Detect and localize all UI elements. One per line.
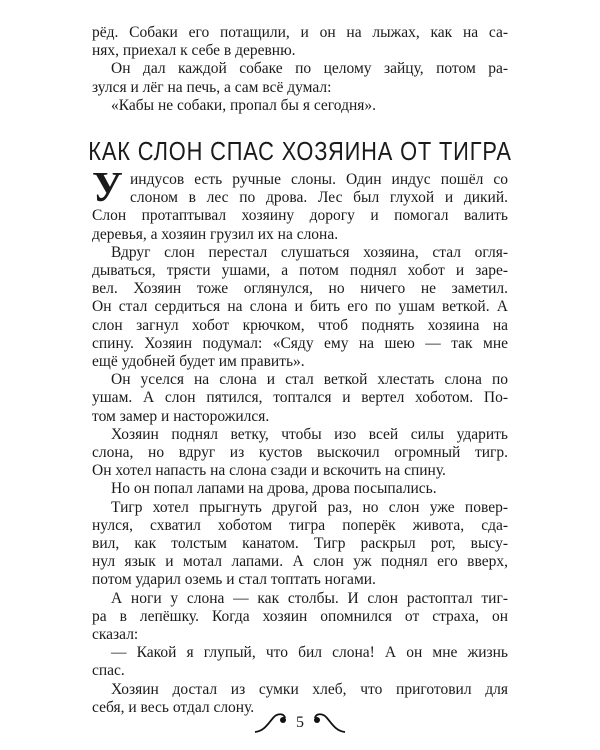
text-line: том замер и насторожился. xyxy=(92,407,270,425)
text-line: нулся, схватил хоботом тигра поперёк живота, сда- xyxy=(92,516,508,534)
text-line: слоном в лес по дрова. Лес был глухой и дикий. xyxy=(130,189,508,207)
paragraph xyxy=(92,244,508,371)
right-ornament-icon xyxy=(310,712,346,734)
drop-cap: У xyxy=(92,165,123,211)
text-line: нях, приехал к себе в деревню. xyxy=(92,42,296,60)
text-line: Тигр хотел прыгнуть другой раз, но слон уже повер- xyxy=(111,498,508,516)
text-line: Но он попал лапами на дрова, дрова посыпались. xyxy=(111,480,437,498)
text-line: Вдруг слон перестал слушаться хозяина, стал огля- xyxy=(111,243,508,261)
text-line: Он хотел напасть на слона сзади и вскочить на спину. xyxy=(92,462,446,480)
story-title: КАК СЛОН СПАС ХОЗЯИНА ОТ ТИГРА xyxy=(88,136,512,166)
text-line: себя, и весь отдал слону. xyxy=(92,698,255,716)
text-line: Хозяин поднял ветку, чтобы изо всей силы ударить xyxy=(111,425,508,443)
text-line: нул язык и мотал лапами. А слон уж поднял его вверх, xyxy=(92,553,508,571)
text-line: ра в лепёшку. Когда хозяин опомнился от страха, он xyxy=(92,607,508,625)
story-body xyxy=(92,165,508,717)
text-line: слона, но вдруг из кустов выскочил огромный тигр. xyxy=(92,444,508,462)
text-line: «Кабы не собаки, пропал бы я сегодня». xyxy=(111,96,377,114)
text-line: рёд. Собаки его потащили, и он на лыжах, как на са- xyxy=(92,24,508,41)
text-line: индусов есть ручные слоны. Один индус пошёл со xyxy=(130,171,508,188)
paragraph xyxy=(92,499,508,590)
previous-story-ending xyxy=(92,24,508,115)
left-ornament-icon xyxy=(254,712,290,734)
paragraph xyxy=(92,97,508,115)
text-line: потом ударил оземь и стал топтать ногами. xyxy=(92,571,376,589)
text-line: ушам. А слон пятился, топтался и вертел хоботом. По- xyxy=(92,389,508,407)
paragraph xyxy=(92,426,508,481)
paragraph xyxy=(92,480,508,498)
paragraph xyxy=(92,371,508,426)
text-line: Хозяин достал из сумки хлеб, что приготовил для xyxy=(111,680,508,698)
text-line: деревья, а хозяин грузил их на слона. xyxy=(92,225,339,243)
paragraph xyxy=(92,24,508,60)
text-line: Слон протаптывал хозяину дорогу и помогал валить xyxy=(92,207,508,225)
paragraph xyxy=(92,171,508,244)
text-line: вил, как толстым канатом. Тигр раскрыл рот, высу- xyxy=(92,535,508,553)
text-line: Он дал каждой собаке по целому зайцу, потом ра- xyxy=(111,60,508,78)
text-line: вел. Хозяин тоже оглянулся, но ничего не заметил. xyxy=(92,280,508,298)
paragraph xyxy=(92,644,508,680)
text-line: Он уселся на слона и стал веткой хлестать слона по xyxy=(111,371,508,389)
text-line: А ноги у слона — как столбы. И слон растоптал тиг- xyxy=(111,589,508,607)
page-number: 5 xyxy=(296,714,304,731)
paragraph xyxy=(92,590,508,645)
text-line: спину. Хозяин подумал: «Сяду ему на шею — так мне xyxy=(92,334,508,352)
page-footer xyxy=(0,712,600,734)
paragraph xyxy=(92,60,508,96)
text-line: сказал: xyxy=(92,626,139,644)
text-line: слон загнул хобот крючком, чтоб поднять хозяина на xyxy=(92,316,508,334)
text-line: зулся и лёг на печь, а сам всё думал: xyxy=(92,78,332,96)
text-line: — Какой я глупый, что бил слона! А он мне жизнь xyxy=(111,644,508,662)
text-line: спас. xyxy=(92,662,125,680)
text-line: дываться, трясти ушами, а потом поднял хобот и заре- xyxy=(92,262,508,280)
text-line: Он стал сердиться на слона и бить его по ушам веткой. А xyxy=(92,298,508,316)
text-line: ещё удобней будет им править». xyxy=(92,353,305,371)
